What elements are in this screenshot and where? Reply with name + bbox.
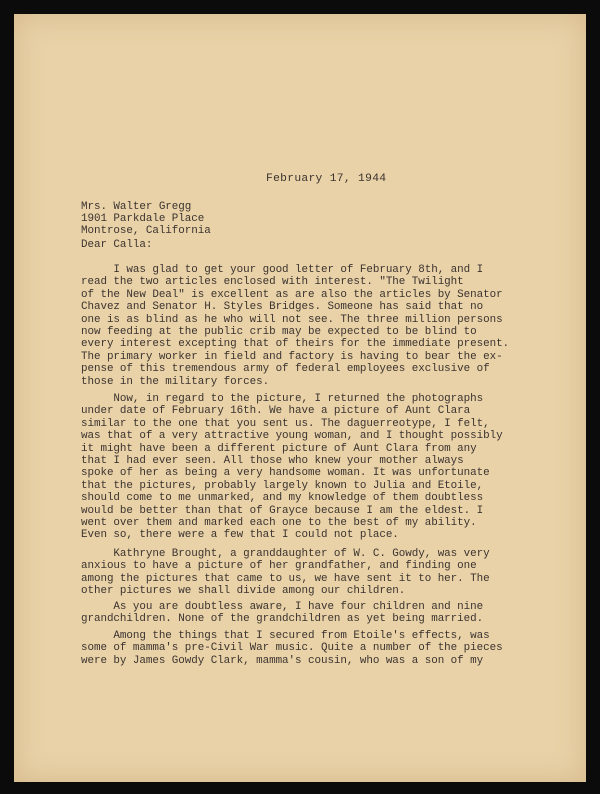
paragraph-2 bbox=[81, 393, 503, 542]
paragraph-1 bbox=[81, 264, 509, 388]
paragraph-line: some of mamma's pre-Civil War music. Quite a number of the pieces bbox=[81, 642, 503, 655]
paragraph-line: those in the military forces. bbox=[81, 375, 270, 388]
paragraph-3 bbox=[81, 548, 490, 598]
paragraph-line: As you are doubtless aware, I have four children and nine bbox=[81, 601, 484, 613]
paragraph-line: now feeding at the public crib may be expected to be blind to bbox=[81, 325, 477, 338]
paragraph-line: Among the things that I secured from Etoile's effects, was bbox=[81, 630, 490, 642]
paragraph-line: Kathryne Brought, a granddaughter of W. C. Gowdy, was very bbox=[81, 548, 490, 560]
recipient-city: Montrose, California bbox=[81, 225, 211, 237]
paragraph-line: every interest excepting that of theirs for the immediate present. bbox=[81, 338, 510, 351]
paragraph-line: that the pictures, probably largely known to Julia and Etoile, bbox=[81, 479, 484, 492]
paragraph-line: grandchildren. None of the grandchildren as yet being married. bbox=[81, 613, 484, 626]
letter-body bbox=[14, 14, 586, 782]
paragraph-line: Now, in regard to the picture, I returned the photographs bbox=[81, 393, 484, 405]
paragraph-line: Even so, there were a few that I could not place. bbox=[81, 529, 399, 542]
paragraph-line: should come to me unmarked, and my knowledge of them doubtless bbox=[81, 492, 484, 505]
paragraph-4 bbox=[81, 601, 483, 626]
paragraph-line: went over them and marked each one to the best of my ability. bbox=[81, 516, 477, 529]
paragraph-line: The primary worker in field and factory is having to bear the ex- bbox=[81, 350, 503, 363]
paragraph-line: of the New Deal" is excellent as are also the articles by Senator bbox=[81, 288, 503, 301]
recipient-name: Mrs. Walter Gregg bbox=[81, 201, 192, 213]
paragraph-line: were by James Gowdy Clark, mamma's cousin, who was a son of my bbox=[81, 654, 484, 667]
paragraph-line: under date of February 16th. We have a picture of Aunt Clara bbox=[81, 405, 471, 418]
paragraph-line: it might have been a different picture of Aunt Clara from any bbox=[81, 442, 477, 455]
letter-page bbox=[14, 14, 586, 782]
paragraph-line: similar to the one that you sent us. The daguerreotype, I felt, bbox=[81, 417, 490, 430]
paragraph-line: spoke of her as being a very handsome woman. It was unfortunate bbox=[81, 467, 490, 480]
paragraph-line: among the pictures that came to us, we have sent it to her. The bbox=[81, 572, 490, 585]
paragraph-line: pense of this tremendous army of federal employees exclusive of bbox=[81, 363, 490, 376]
paragraph-line: I was glad to get your good letter of February 8th, and I bbox=[81, 264, 484, 276]
paragraph-line: was that of a very attractive young woman, and I thought possibly bbox=[81, 430, 503, 443]
paragraph-line: one is as blind as he who will not see. The three million persons bbox=[81, 313, 503, 326]
paragraph-line: Chavez and Senator H. Styles Bridges. Someone has said that no bbox=[81, 301, 484, 314]
salutation: Dear Calla: bbox=[81, 239, 153, 251]
paragraph-line: other pictures we shall divide among our children. bbox=[81, 585, 406, 598]
letter-date: February 17, 1944 bbox=[266, 173, 387, 185]
recipient-street: 1901 Parkdale Place bbox=[81, 213, 205, 225]
paragraph-line: would be better than that of Grayce because I am the eldest. I bbox=[81, 504, 484, 517]
paragraph-5 bbox=[81, 630, 503, 667]
paragraph-line: that I had ever seen. All those who knew your mother always bbox=[81, 454, 464, 467]
paragraph-line: read the two articles enclosed with interest. "The Twilight bbox=[81, 276, 464, 289]
paragraph-line: anxious to have a picture of her grandfather, and finding one bbox=[81, 560, 477, 573]
